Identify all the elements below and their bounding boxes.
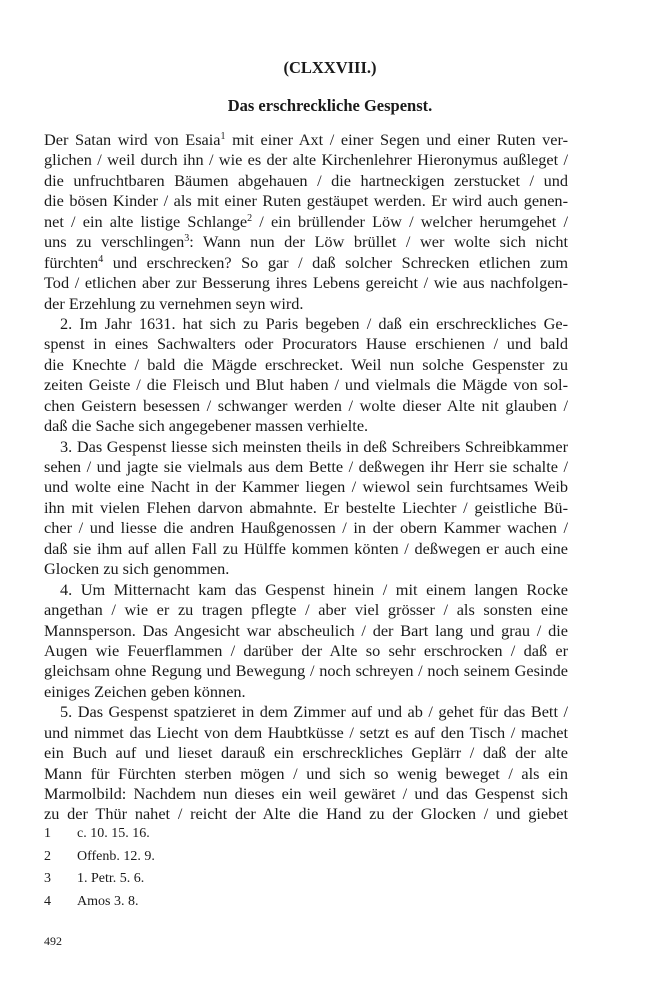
text-line <box>44 477 568 497</box>
text-run: 5. Das Gespenst spatzieret in dem Zimmer auf und ab / gehet für das Bett / <box>60 702 568 722</box>
text-run: angethan / wie er zu tragen pflegte / aber viel grösser / als sonsten eine <box>44 600 568 620</box>
text-line <box>44 804 568 824</box>
text-line <box>44 682 568 702</box>
text-run: chen Geistern besessen / schwanger werden / wolte dieser Alte nit glauben / <box>44 395 568 415</box>
text-line <box>44 150 568 170</box>
text-line <box>44 661 568 681</box>
text-run: und nimmet das Liecht von dem Haubtküsse / setzt es auf den Tisch / machet <box>44 722 568 742</box>
text-line <box>44 559 568 579</box>
text-line <box>44 641 568 661</box>
text-line <box>44 600 568 620</box>
text-run: ein Buch auf und lieset darauß ein erschreckliches Geplärr / daß der alte <box>44 743 568 763</box>
text-run: und wolte eine Nacht in der Kammer liegen / wiewol sein furchtsames Weib <box>44 477 568 497</box>
text-line <box>44 191 568 211</box>
text-line <box>44 416 568 436</box>
text-line <box>44 253 568 273</box>
text-run: Der Satan wird von Esaia <box>44 130 221 149</box>
page-number: 492 <box>44 934 62 948</box>
text-run: net / ein alte listige Schlange <box>44 211 248 231</box>
text-run: Glocken zu sich genommen. <box>44 559 230 579</box>
text-line <box>44 294 568 314</box>
text-run: Augen wie Feuerflammen / darüber der Alte so sehr erschrocken / daß er <box>44 640 568 660</box>
chapter-number: (CLXXVIII.) <box>283 58 377 77</box>
body-text <box>44 130 568 825</box>
footnote <box>44 846 568 869</box>
text-line <box>44 723 568 743</box>
text-line <box>44 171 568 191</box>
text-run: die bösen Kinder / als mit einer Ruten gestäupet werden. Er wird auch genen- <box>44 191 568 211</box>
text-run: Mann für Fürchten sterben mögen / und sich so wenig beweget / als ein <box>44 763 568 783</box>
text-line <box>44 334 568 354</box>
footnote-text: Amos 3. 8. <box>77 893 139 909</box>
text-run: und erschrecken? So gar / daß solcher Schrecken etlichen zum <box>103 252 568 272</box>
text-run: daß die Sache sich angegebener massen verhielte. <box>44 416 369 436</box>
text-run: gleichsam ohne Regung und Bewegung / noch schreyen / noch seinem Gesinde <box>44 661 568 681</box>
text-run: 2. Im Jahr 1631. hat sich zu Paris begeben / daß ein erschreckliches Ge- <box>60 313 568 333</box>
text-run: 4. Um Mitternacht kam das Gespenst hinein / mit einem langen Rocke <box>60 579 568 599</box>
text-line <box>44 375 568 395</box>
text-line <box>44 273 568 293</box>
text-run: glichen / weil durch ihn / wie es der alte Kirchenlehrer Hieronymus außleget / <box>44 150 568 170</box>
text-run: daß sie ihm auf allen Fall zu Hülffe kommen könten / deßwegen er auch eine <box>44 538 568 558</box>
text-run: der Erzehlung zu vernehmen seyn wird. <box>44 293 304 313</box>
text-line <box>44 355 568 375</box>
text-line <box>44 437 568 457</box>
text-run: Marmolbild: Nachdem nun dieses ein weil gewäret / und das Gespenst sich <box>44 784 568 803</box>
footnote-marker: 1 <box>220 131 226 142</box>
text-run: Mannsperson. Das Angesicht war abscheulich / der Bart lang und grau / die <box>44 620 568 640</box>
footnote-number: 4 <box>44 893 51 909</box>
footnote <box>44 868 568 891</box>
text-line <box>44 457 568 477</box>
text-run: die Knechte / bald die Mägde erschrecket. Weil nun solche Gespenster zu <box>44 354 568 374</box>
text-run: Tod / etlichen aber zur Besserung ihres Lebens gereicht / wie aus nachfolgen- <box>44 273 568 293</box>
footnote-marker: 2 <box>247 212 253 224</box>
text-line <box>44 232 568 252</box>
text-run: / ein brüllender Löw / welcher herumgehet / <box>252 211 568 231</box>
text-line <box>44 784 568 804</box>
footnote-number: 1 <box>44 826 51 841</box>
chapter-title: Das erschreckliche Gespenst. <box>227 96 433 115</box>
text-line <box>44 621 568 641</box>
text-run: zu der Thür nahet / reicht der Alte die Hand zu der Glocken / und giebet <box>44 804 568 824</box>
text-line <box>44 518 568 538</box>
text-run: spenst in eines Sachwalters oder Procurators Hause erschienen / und bald <box>44 334 568 354</box>
footnote-text: Offenb. 12. 9. <box>77 848 155 864</box>
text-line <box>44 743 568 763</box>
footnote-number: 2 <box>44 848 51 864</box>
text-line <box>44 539 568 559</box>
text-run: die unfruchtbaren Bäumen abgehauen / die hartneckigen zerstucket / und <box>44 170 568 190</box>
text-line <box>44 580 568 600</box>
text-run: ihn mit vielen Flehen darvon abmahnte. Er bestelte Liechter / geistliche Bü- <box>44 497 568 517</box>
footnotes <box>44 823 568 913</box>
text-run: : Wann nun der Löw brüllet / wer wolte sich nicht <box>189 232 568 252</box>
text-line <box>44 314 568 334</box>
footnote-marker: 4 <box>98 253 104 265</box>
text-line <box>44 396 568 416</box>
footnote-marker: 3 <box>184 233 190 245</box>
text-run: mit einer Axt / einer Segen und einer Ruten ver- <box>225 130 568 149</box>
text-line <box>44 764 568 784</box>
text-run: fürchten <box>44 252 99 272</box>
footnote <box>44 891 568 914</box>
text-line <box>44 130 568 150</box>
text-run: cher / und liesse die andren Haußgenossen / in der obern Kammer wachen / <box>44 518 568 538</box>
footnote-text: c. 10. 15. 16. <box>77 826 150 841</box>
footnote <box>44 823 568 846</box>
text-run: einiges Zeichen geben können. <box>44 681 246 701</box>
text-line <box>44 212 568 232</box>
text-run: sehen / und jagte sie vielmals aus dem Bette / deßwegen ihr Herr sie schalte / <box>44 457 568 476</box>
text-run: zeiten Geiste / die Fleisch und Blut haben / und vielmals die Mägde von sol- <box>44 375 568 395</box>
footnote-number: 3 <box>44 871 51 886</box>
text-run: uns zu verschlingen <box>44 232 185 252</box>
text-line <box>44 702 568 722</box>
footnote-text: 1. Petr. 5. 6. <box>77 871 145 886</box>
text-line <box>44 498 568 518</box>
text-run: 3. Das Gespenst liesse sich meinsten theils in deß Schreibers Schreibkammer <box>60 436 568 456</box>
